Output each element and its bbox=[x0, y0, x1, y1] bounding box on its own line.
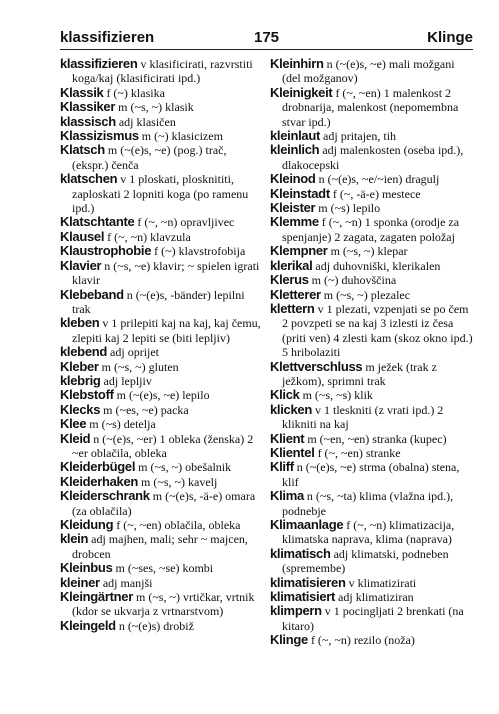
translation: m (~(e)s, ~e) lepilo bbox=[116, 388, 210, 403]
translation: f (~, ~n) opravljivec bbox=[137, 215, 235, 230]
dictionary-entry bbox=[60, 143, 264, 172]
headword: klassisch bbox=[60, 113, 116, 129]
dictionary-entry bbox=[270, 215, 474, 244]
translation: v 1 ploskati, plosknititi, zaploskati 2 lopniti koga (po ramenu ipd.) bbox=[72, 172, 249, 216]
dictionary-entry bbox=[60, 590, 264, 619]
headword: klebend bbox=[60, 344, 108, 360]
headword: Kliff bbox=[270, 459, 294, 475]
page-header bbox=[60, 27, 473, 50]
headword: Klecks bbox=[60, 401, 101, 417]
translation: m ježek (trak z ježkom), sprimni trak bbox=[282, 359, 437, 388]
headword: Klee bbox=[60, 416, 87, 432]
translation: m (~s, ~) klepar bbox=[330, 244, 408, 259]
headword: Kleinstadt bbox=[270, 185, 330, 201]
dictionary-entry bbox=[60, 561, 264, 575]
dictionary-entry bbox=[270, 360, 474, 389]
headword: Kleinbus bbox=[60, 560, 113, 576]
dictionary-entry bbox=[60, 316, 264, 345]
headword: kleinlich bbox=[270, 142, 320, 158]
dictionary-entry bbox=[60, 532, 264, 561]
dictionary-entry bbox=[60, 172, 264, 215]
dictionary-entry bbox=[270, 446, 474, 460]
translation: m (~(e)s, -ä-e) omara (za oblačila) bbox=[72, 489, 256, 518]
headword: Klebeband bbox=[60, 286, 124, 302]
headword: Klinge bbox=[270, 632, 308, 648]
dictionary-entry bbox=[270, 302, 474, 360]
translation: n (~(e)s, ~er) 1 obleka (ženska) 2 ~er oblačila, obleka bbox=[72, 431, 254, 460]
headword: Kletterer bbox=[270, 286, 321, 302]
translation: m (~s) lepilo bbox=[318, 201, 381, 216]
dictionary-entry bbox=[270, 172, 474, 186]
headword: Kleingärtner bbox=[60, 589, 133, 605]
headword: Klassizismus bbox=[60, 128, 139, 144]
dictionary-entry bbox=[60, 244, 264, 258]
headword: klimpern bbox=[270, 603, 322, 619]
headword: Kleiderhaken bbox=[60, 473, 139, 489]
translation: n (~(e)s, ~e/~ien) dragulj bbox=[318, 172, 440, 187]
dictionary-entry bbox=[270, 518, 474, 547]
translation: n (~(e)s, ~e) mali možgani (del možganov) bbox=[282, 57, 455, 86]
headword: Klebstoff bbox=[60, 387, 114, 403]
headword: kleiner bbox=[60, 574, 100, 590]
headword: Klettverschluss bbox=[270, 358, 363, 374]
dictionary-entry bbox=[60, 489, 264, 518]
headword: Kleister bbox=[270, 200, 316, 216]
dictionary-entry bbox=[60, 417, 264, 431]
translation: f (~, ~en) stranke bbox=[317, 445, 401, 460]
translation: adj malenkosten (oseba ipd.), dlakocepski bbox=[282, 143, 464, 172]
headword: klimatisiert bbox=[270, 589, 336, 605]
dictionary-entry bbox=[60, 259, 264, 288]
dictionary-entry bbox=[270, 259, 474, 273]
headword: Kleinhirn bbox=[270, 56, 324, 71]
dictionary-entry bbox=[60, 619, 264, 633]
translation: n (~s, ~e) klavir; ~ spielen igrati klavir bbox=[72, 258, 260, 288]
headword: Kleber bbox=[60, 358, 99, 374]
translation: f (~, ~n) rezilo (noža) bbox=[310, 633, 415, 648]
translation: v 1 plezati, vzpenjati se po čem 2 povzpeti se na kaj 3 izlesti iz česa (priti ven) 4 zlesti kam (skoz okno ipd.) 5 hribolaziti bbox=[282, 301, 473, 360]
dictionary-entry bbox=[60, 576, 264, 590]
headword: klerikal bbox=[270, 257, 313, 273]
dictionary-entry bbox=[60, 374, 264, 388]
headword: Kleiderbügel bbox=[60, 459, 136, 475]
headword: kleinlaut bbox=[270, 128, 321, 144]
dictionary-entry bbox=[60, 100, 264, 114]
dictionary-entry bbox=[270, 244, 474, 258]
dictionary-entry bbox=[60, 215, 264, 229]
translation: m (~(e)s, ~e) (pog.) trač, (ekspr.) čenča bbox=[72, 143, 227, 172]
translation: adj pritajen, tih bbox=[323, 129, 397, 144]
dictionary-entry bbox=[60, 403, 264, 417]
headword: Klima bbox=[270, 488, 304, 504]
headword: Klatschtante bbox=[60, 214, 135, 230]
translation: m (~es, ~e) packa bbox=[103, 402, 189, 417]
dictionary-entry bbox=[60, 360, 264, 374]
headword: klein bbox=[60, 531, 89, 547]
dictionary-entry bbox=[60, 518, 264, 532]
headword: klatschen bbox=[60, 171, 118, 187]
left-column bbox=[60, 57, 264, 633]
dictionary-entry bbox=[270, 547, 474, 576]
dictionary-entry bbox=[270, 633, 474, 647]
translation: adj klasičen bbox=[118, 114, 176, 129]
translation: n (~(e)s) drobiž bbox=[118, 618, 194, 633]
dictionary-entry bbox=[270, 403, 474, 432]
headword: Klaustrophobie bbox=[60, 243, 152, 259]
dictionary-entry bbox=[270, 576, 474, 590]
translation: m (~ses, ~se) kombi bbox=[115, 561, 214, 576]
translation: f (~) klasika bbox=[106, 85, 165, 100]
page-number: 175 bbox=[253, 29, 280, 46]
dictionary-entry bbox=[60, 432, 264, 461]
dictionary-entry bbox=[270, 86, 474, 129]
translation: m (~s, ~) vrtičkar, vrtnik (kdor se ukvarja z vrtnarstvom) bbox=[72, 590, 255, 619]
translation: adj majhen, mali; sehr ~ majcen, drobcen bbox=[72, 532, 248, 561]
translation: n (~s, ~ta) klima (vlažna ipd.), podnebje bbox=[282, 489, 454, 518]
headword: Klientel bbox=[270, 444, 315, 460]
translation: m (~s, ~) kavelj bbox=[141, 474, 218, 489]
translation: f (~, ~n) 1 sponka (orodje za spenjanje) 2 zagata, zagaten položaj bbox=[282, 215, 460, 244]
translation: adj duhovniški, klerikalen bbox=[315, 258, 441, 273]
translation: m (~s, ~) obešalnik bbox=[138, 460, 232, 475]
translation: m (~s, ~) gluten bbox=[101, 359, 179, 374]
dictionary-entry bbox=[60, 288, 264, 317]
dictionary-entry bbox=[270, 288, 474, 302]
headword: klimatisch bbox=[270, 545, 331, 561]
headword: Klatsch bbox=[60, 142, 105, 158]
headword: klebrig bbox=[60, 372, 101, 388]
translation: adj manjši bbox=[102, 575, 153, 590]
translation: adj lepljiv bbox=[103, 373, 152, 388]
translation: f (~, ~en) oblačila, obleka bbox=[116, 518, 241, 532]
headword: Klausel bbox=[60, 228, 105, 244]
headword: Kleid bbox=[60, 430, 91, 446]
dictionary-entry bbox=[270, 590, 474, 604]
headword: klimatisieren bbox=[270, 574, 346, 590]
translation: f (~, -ä-e) mestece bbox=[332, 186, 421, 201]
dictionary-entry bbox=[270, 460, 474, 489]
translation: m (~) klasicizem bbox=[141, 129, 223, 144]
headword: Kleinod bbox=[270, 171, 316, 187]
headword: Klassik bbox=[60, 84, 104, 100]
translation: v 1 pocingljati 2 brenkati (na kitaro) bbox=[282, 604, 464, 633]
translation: m (~s, ~) klasik bbox=[118, 100, 194, 115]
translation: adj oprijet bbox=[110, 345, 160, 360]
dictionary-entry bbox=[270, 489, 474, 518]
translation: f (~, ~en) 1 malenkost 2 drobnarija, malenkost (nepomembna stvar ipd.) bbox=[282, 85, 459, 129]
headword: klettern bbox=[270, 300, 315, 316]
dictionary-entry bbox=[270, 604, 474, 633]
headword: Kleingeld bbox=[60, 617, 116, 633]
translation: v klasificirati, razvrstiti koga/kaj (klasificirati ipd.) bbox=[72, 57, 253, 86]
translation: n (~(e)s, -bänder) lepilni trak bbox=[72, 287, 245, 316]
translation: v 1 prilepiti kaj na kaj, kaj čemu, zlepiti kaj 2 lepiti se (biti lepljiv) bbox=[72, 316, 261, 345]
headword: Klavier bbox=[60, 257, 102, 273]
dictionary-entry bbox=[270, 187, 474, 201]
dictionary-entry bbox=[60, 86, 264, 100]
header-first-guideword: klassifizieren bbox=[60, 29, 155, 46]
headword: Kleiderschrank bbox=[60, 488, 150, 504]
translation: v 1 tlesknitі (z vrati ipd.) 2 klikniti na kaj bbox=[282, 402, 444, 432]
header-last-guideword: Klinge bbox=[427, 29, 473, 46]
translation: adj klimatski, podneben (spremembe) bbox=[282, 546, 449, 576]
headword: Klient bbox=[270, 430, 305, 446]
dictionary-entry bbox=[270, 57, 474, 86]
dictionary-entry bbox=[270, 432, 474, 446]
dictionary-entry bbox=[60, 115, 264, 129]
headword: Klimaanlage bbox=[270, 517, 344, 532]
dictionary-entry bbox=[270, 273, 474, 287]
translation: v klimatizirati bbox=[348, 575, 417, 590]
dictionary-entry bbox=[60, 129, 264, 143]
headword: Klerus bbox=[270, 272, 309, 288]
headword: Kleidung bbox=[60, 517, 114, 532]
translation: f (~, ~n) klavzula bbox=[107, 229, 191, 244]
translation: m (~s, ~) plezalec bbox=[323, 287, 411, 302]
headword: Klick bbox=[270, 387, 300, 403]
right-column bbox=[270, 57, 474, 648]
translation: f (~, ~n) klimatizacija, klimatska naprava, klima (naprava) bbox=[282, 518, 455, 547]
dictionary-entry bbox=[270, 129, 474, 143]
headword: klicken bbox=[270, 401, 312, 417]
headword: Klemme bbox=[270, 214, 319, 230]
dictionary-entry bbox=[60, 57, 264, 86]
dictionary-entry bbox=[60, 345, 264, 359]
headword: Kleinigkeit bbox=[270, 84, 333, 100]
dictionary-entry bbox=[60, 230, 264, 244]
headword: kleben bbox=[60, 315, 100, 331]
translation: n (~(e)s, ~e) strma (obalna) stena, klif bbox=[282, 460, 460, 489]
dictionary-entry bbox=[270, 388, 474, 402]
translation: adj klimatiziran bbox=[338, 590, 414, 605]
dictionary-entry bbox=[270, 201, 474, 215]
dictionary-entry bbox=[60, 460, 264, 474]
translation: m (~) duhovščina bbox=[311, 273, 397, 288]
headword: Klassiker bbox=[60, 99, 116, 115]
dictionary-entry bbox=[270, 143, 474, 172]
translation: m (~s, ~s) klik bbox=[302, 388, 373, 403]
headword: klassifizieren bbox=[60, 56, 138, 71]
translation: f (~) klavstrofobija bbox=[154, 244, 246, 259]
translation: m (~en, ~en) stranka (kupec) bbox=[307, 431, 447, 446]
dictionary-entry bbox=[60, 388, 264, 402]
translation: m (~s) detelja bbox=[89, 417, 156, 432]
dictionary-entry bbox=[60, 475, 264, 489]
headword: Klempner bbox=[270, 243, 328, 259]
